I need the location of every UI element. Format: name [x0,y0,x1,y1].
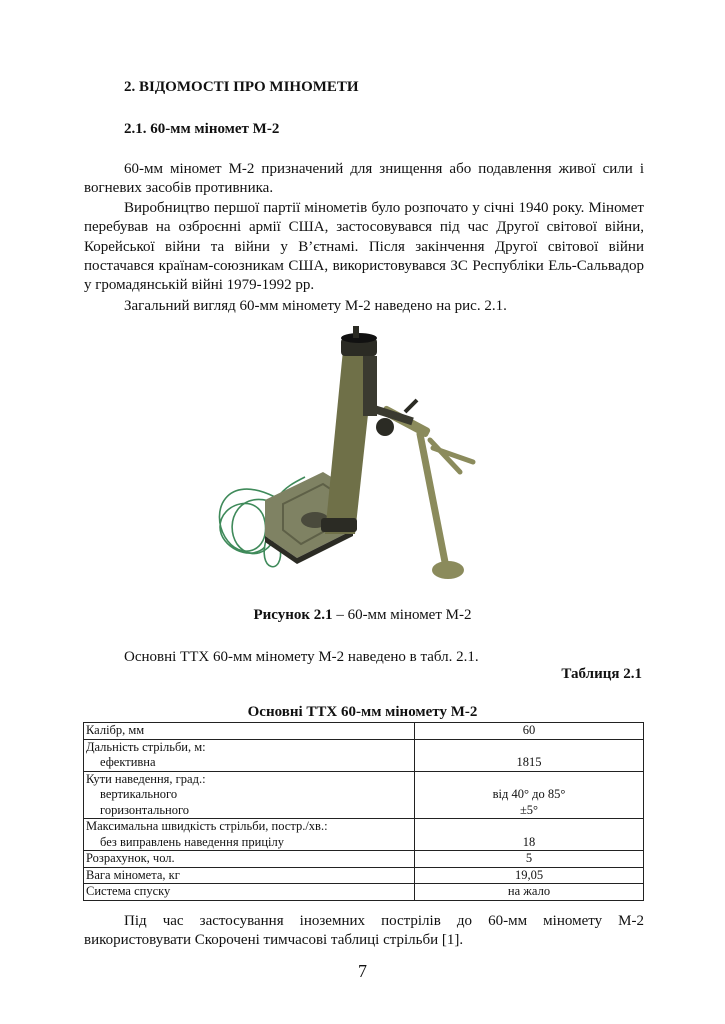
spec-value: 60 [415,723,644,740]
paragraph-closing: Під час застосування іноземних пострілів до 60-мм міномету М-2 використовувати Скорочені тимчасові таблиці стрільби [1]. [84,913,644,949]
specs-table [83,722,644,901]
figure-caption [0,607,725,624]
table-row [84,723,644,740]
spec-label: Калібр, мм [84,723,415,740]
mortar-photo [205,322,505,590]
spec-label [84,739,415,771]
spec-label: Вага міномета, кг [84,867,415,884]
spec-label-main: Максимальна швидкість стрільби, постр./хв.: [86,819,328,833]
spec-value-line: від 40° до 85° [492,787,566,801]
spec-value: 1815 [415,739,644,771]
subsection-title: 2.1. 60-мм міномет М-2 [124,121,280,137]
spec-value: 18 [415,819,644,851]
table-row [84,851,644,868]
bipod [376,400,473,579]
spec-sublabel: ефективна [100,755,156,769]
table-number: Таблиця 2.1 [561,666,642,682]
spec-value: на жало [415,884,644,901]
spec-value [415,771,644,819]
spec-label [84,771,415,819]
figure-caption-label: Рисунок 2.1 [253,607,333,623]
table-row [84,884,644,901]
spec-label: Система спуску [84,884,415,901]
table-row [84,867,644,884]
spec-label: Розрахунок, чол. [84,851,415,868]
paragraph-figure-ref: Загальний вигляд 60-мм міномету М-2 наведено на рис. 2.1. [124,298,507,314]
mortar-tube [321,326,414,534]
spec-sublabel: горизонтального [100,802,190,817]
paragraph-purpose: 60-мм міномет М-2 призначений для знищення або подавлення живої сили і вогневих засобів противника. [84,161,644,197]
spec-sublabel: без виправлень наведення прицілу [100,834,284,849]
spec-value-line: ±5° [519,802,539,817]
paragraph-table-intro: Основні ТТХ 60-мм міномету М-2 наведено в табл. 2.1. [124,649,479,665]
table-title: Основні ТТХ 60-мм міномету М-2 [247,704,478,720]
table-row [84,819,644,851]
spec-label [84,819,415,851]
table-row [84,771,644,819]
paragraph-history: Виробництво першої партії мінометів було розпочато у січні 1940 року. Міномет перебував на озброєнні армії США, застосовувався під час Другої світової війни, Корейської війни та війни у В’єтнамі. Після закінчення Другої світової війни постачався країнам-союзникам США, використовувався ЗС Республіки Ель-Сальвадор у громадянській війні 1979-1992 рр. [84,200,644,294]
spec-sublabel: вертикального [100,787,178,801]
section-title: 2. ВІДОМОСТІ ПРО МІНОМЕТИ [124,79,359,95]
page-number: 7 [358,961,367,981]
figure-caption-text: – 60-мм міномет М-2 [332,607,472,623]
spec-label-main: Кути наведення, град.: [86,771,206,786]
spec-label-main: Дальність стрільби, м: [86,739,206,754]
spec-value: 5 [415,851,644,868]
table-row [84,739,644,771]
spec-value: 19,05 [415,867,644,884]
